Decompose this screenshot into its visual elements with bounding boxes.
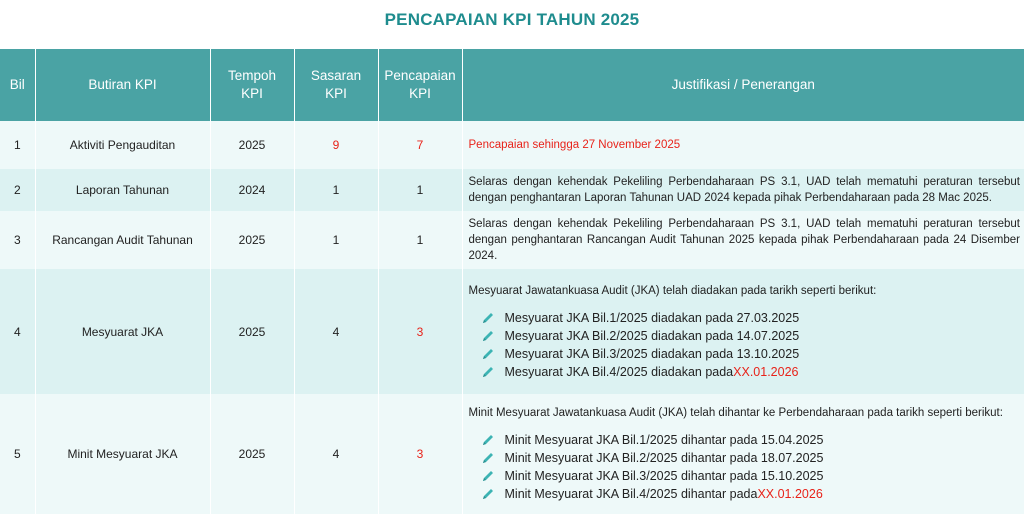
cell-sasaran: 4 <box>294 269 378 394</box>
pencil-icon <box>481 347 495 361</box>
cell-butiran: Aktiviti Pengauditan <box>35 121 210 169</box>
justifikasi-intro: Minit Mesyuarat Jawatankuasa Audit (JKA) telah dihantar ke Perbendaharaan pada tarikh seperti berikut: <box>468 407 1003 419</box>
table-row <box>0 169 1024 211</box>
table-row <box>0 394 1024 514</box>
list-item-text: Minit Mesyuarat JKA Bil.4/2025 dihantar pada <box>504 487 758 501</box>
cell-sasaran: 1 <box>294 211 378 269</box>
pencil-icon <box>481 329 495 343</box>
cell-butiran: Minit Mesyuarat JKA <box>35 394 210 514</box>
cell-butiran: Laporan Tahunan <box>35 169 210 211</box>
list-item <box>481 345 1021 363</box>
cell-tempoh: 2025 <box>210 269 294 394</box>
pencil-icon <box>481 487 495 501</box>
pending-date: XX.01.2026 <box>733 364 799 379</box>
cell-bil: 2 <box>0 169 35 211</box>
cell-bil: 4 <box>0 269 35 394</box>
list-item-text: Minit Mesyuarat JKA Bil.1/2025 dihantar pada 15.04.2025 <box>504 433 824 447</box>
list-item <box>481 485 1021 503</box>
cell-justifikasi: Pencapaian sehingga 27 November 2025 <box>462 121 1024 169</box>
cell-bil: 3 <box>0 211 35 269</box>
pencil-icon <box>481 451 495 465</box>
cell-pencapaian: 3 <box>378 269 462 394</box>
list-item-text: Mesyuarat JKA Bil.1/2025 diadakan pada 27.03.2025 <box>504 310 800 325</box>
cell-tempoh: 2025 <box>210 211 294 269</box>
cell-tempoh: 2025 <box>210 394 294 514</box>
list-item <box>481 431 1021 449</box>
cell-sasaran: 4 <box>294 394 378 514</box>
table-row <box>0 121 1024 169</box>
cell-sasaran: 1 <box>294 169 378 211</box>
cell-sasaran: 9 <box>294 121 378 169</box>
pencil-icon <box>481 433 495 447</box>
cell-pencapaian: 1 <box>378 211 462 269</box>
list-item <box>481 363 1021 381</box>
list-item-text: Mesyuarat JKA Bil.2/2025 diadakan pada 14.07.2025 <box>504 328 800 343</box>
list-item <box>481 449 1021 467</box>
cell-bil: 1 <box>0 121 35 169</box>
minutes-list <box>469 431 1021 503</box>
cell-butiran: Mesyuarat JKA <box>35 269 210 394</box>
list-item <box>481 327 1021 345</box>
pencil-icon <box>481 365 495 379</box>
cell-pencapaian: 3 <box>378 394 462 514</box>
header-row <box>0 49 1024 121</box>
cell-justifikasi: Selaras dengan kehendak Pekeliling Perbendaharaan PS 3.1, UAD telah mematuhi peraturan tersebut dengan penghantaran Laporan Tahunan UAD 2024 kepada pihak Perbendaharaan pada 28 Mac 2025. <box>462 169 1024 211</box>
header-justifikasi: Justifikasi / Penerangan <box>462 49 1024 121</box>
cell-tempoh: 2024 <box>210 169 294 211</box>
list-item <box>481 467 1021 485</box>
cell-butiran: Rancangan Audit Tahunan <box>35 211 210 269</box>
cell-pencapaian: 7 <box>378 121 462 169</box>
header-pencapaian: Pencapaian KPI <box>378 49 462 121</box>
kpi-table <box>0 49 1024 514</box>
page-title: PENCAPAIAN KPI TAHUN 2025 <box>384 10 640 29</box>
cell-justifikasi <box>462 269 1024 394</box>
list-item-text: Minit Mesyuarat JKA Bil.2/2025 dihantar pada 18.07.2025 <box>504 451 824 465</box>
meeting-list <box>469 309 1021 381</box>
list-item-text: Mesyuarat JKA Bil.4/2025 diadakan pada <box>504 364 734 379</box>
table-row <box>0 211 1024 269</box>
header-bil: Bil <box>0 49 35 121</box>
pencil-icon <box>481 311 495 325</box>
header-sasaran: Sasaran KPI <box>294 49 378 121</box>
header-tempoh: Tempoh KPI <box>210 49 294 121</box>
pencil-icon <box>481 469 495 483</box>
list-item-text: Minit Mesyuarat JKA Bil.3/2025 dihantar pada 15.10.2025 <box>504 469 824 483</box>
pending-date: XX.01.2026 <box>757 487 823 501</box>
cell-pencapaian: 1 <box>378 169 462 211</box>
cell-tempoh: 2025 <box>210 121 294 169</box>
cell-bil: 5 <box>0 394 35 514</box>
list-item-text: Mesyuarat JKA Bil.3/2025 diadakan pada 13.10.2025 <box>504 346 800 361</box>
justifikasi-intro: Mesyuarat Jawatankuasa Audit (JKA) telah diadakan pada tarikh seperti berikut: <box>468 284 877 297</box>
header-butiran: Butiran KPI <box>35 49 210 121</box>
table-row <box>0 269 1024 394</box>
list-item <box>481 309 1021 327</box>
cell-justifikasi: Selaras dengan kehendak Pekeliling Perbendaharaan PS 3.1, UAD telah mematuhi peraturan tersebut dengan penghantaran Rancangan Audit Tahunan 2025 kepada pihak Perbendaharaan pada 24 Disember 2024. <box>462 211 1024 269</box>
cell-justifikasi <box>462 394 1024 514</box>
